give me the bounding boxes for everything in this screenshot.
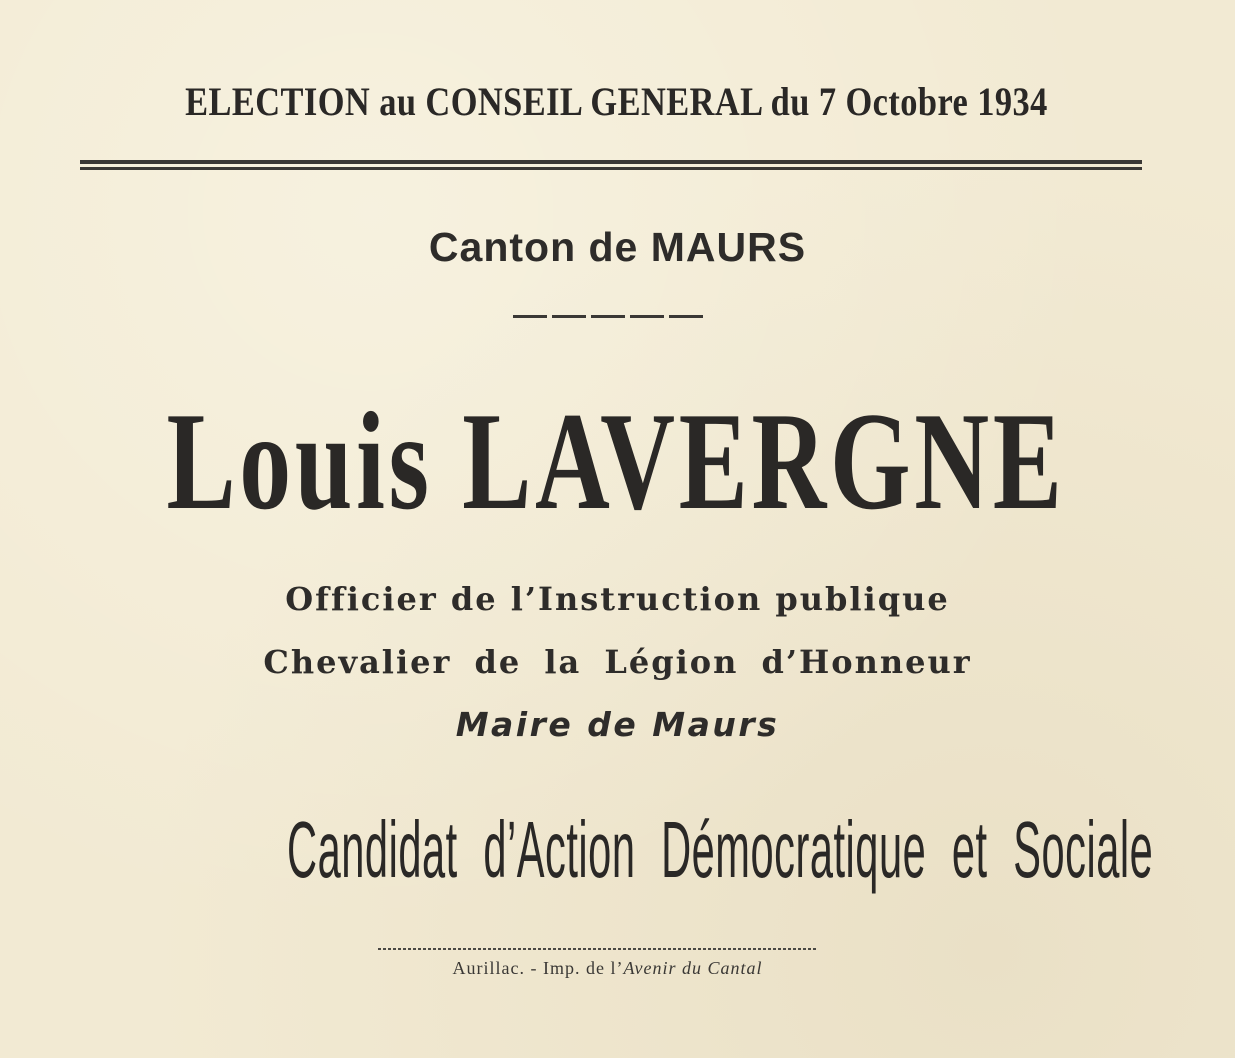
printer-credit-italic: Avenir du Cantal [623,958,763,978]
candidate-name: Louis LAVERGNE [166,384,1066,539]
printer-credit-plain: Aurillac. - Imp. de l’ [452,958,624,978]
dashed-separator [513,315,703,318]
election-header: ELECTION au CONSEIL GENERAL du 7 Octobre 1934 [185,79,1048,124]
title-maire: Maire de Maurs [455,705,780,744]
candidacy-statement: Candidat d’Action Démocratique et Sociale [287,805,1154,894]
title-officier: Officier de l’Instruction publique [285,580,950,618]
canton-heading: Canton de MAURS [428,224,807,270]
title-chevalier: Chevalier de la Légion d’Honneur [263,643,972,681]
printer-credit [0,958,1225,979]
footer-dotted-rule [378,948,818,950]
rule-top-line [80,160,1142,164]
header-double-rule [80,160,1142,172]
rule-bottom-line [80,167,1142,170]
